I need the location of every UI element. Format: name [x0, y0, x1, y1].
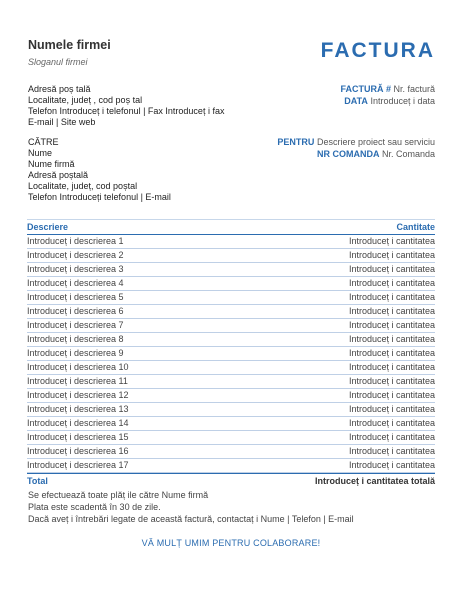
row-quantity: Introduceț i cantitatea: [348, 320, 435, 330]
row-description: Introduceț i descrierea 2: [27, 250, 124, 260]
row-description: Introduceț i descrierea 4: [27, 278, 124, 288]
row-description: Introduceț i descrierea 12: [27, 390, 129, 400]
table-row: [27, 319, 435, 333]
table-row: [27, 263, 435, 277]
invoice-date-value: Introduceț i data: [370, 95, 435, 106]
row-description: Introduceț i descrierea 1: [27, 236, 124, 246]
table-row: [27, 403, 435, 417]
row-description: Introduceț i descrierea 14: [27, 418, 129, 428]
column-header-description: Descriere: [27, 222, 69, 232]
total-value: Introduceț i cantitatea totală: [314, 476, 435, 486]
payment-note-1: Se efectuează toate plăț ile către Nume firmă: [28, 490, 209, 500]
row-description: Introduceț i descrierea 17: [27, 460, 129, 470]
table-header: [27, 219, 435, 235]
table-row: [27, 361, 435, 375]
row-description: Introduceț i descrierea 16: [27, 446, 129, 456]
project-for-label: PENTRU: [277, 137, 315, 147]
project-for-value: Descriere proiect sau serviciu: [316, 137, 435, 147]
table-row: [27, 277, 435, 291]
row-quantity: Introduceț i cantitatea: [348, 362, 435, 372]
invoice-number-value: Nr. factură: [393, 84, 435, 94]
recipient-block: [28, 137, 171, 203]
row-quantity: Introduceț i cantitatea: [348, 306, 435, 316]
row-quantity: Introduceț i cantitatea: [348, 278, 435, 288]
payment-note-2: Plata este scadentă în 30 de zile.: [28, 502, 161, 512]
order-number-line: [277, 149, 435, 161]
order-number-label: NR COMANDA: [316, 148, 380, 159]
row-quantity: Introduceț i cantitatea: [348, 292, 435, 302]
document-title: FACTURA: [320, 39, 435, 62]
sender-city: Localitate, județ , cod poș tal: [28, 95, 143, 105]
row-quantity: Introduceț i cantitatea: [348, 418, 435, 428]
thank-you-message: VĂ MULȚ UMIM PENTRU COLABORARE!: [141, 538, 321, 548]
recipient-company: Nume firmă: [28, 159, 75, 169]
row-quantity: Introduceț i cantitatea: [348, 348, 435, 358]
sender-phone-fax: Telefon Introduceț i telefonul | Fax Introduceț i fax: [28, 106, 225, 116]
invoice-meta-block: [340, 84, 435, 107]
total-label: Total: [27, 476, 48, 486]
company-name: Numele firmei: [28, 38, 111, 52]
table-row: [27, 417, 435, 431]
payment-note-3: Dacă aveț i întrebări legate de această factură, contactaț i Nume | Telefon | E-mail: [28, 514, 354, 524]
recipient-name: Nume: [28, 148, 53, 158]
table-row: [27, 431, 435, 445]
row-description: Introduceț i descrierea 9: [27, 348, 124, 358]
table-row: [27, 445, 435, 459]
row-quantity: Introduceț i cantitatea: [348, 264, 435, 274]
row-description: Introduceț i descrierea 3: [27, 264, 124, 274]
row-quantity: Introduceț i cantitatea: [348, 376, 435, 386]
recipient-address: Adresă poștală: [28, 170, 89, 180]
sender-address-block: [28, 84, 224, 128]
sender-email-web: E-mail | Site web: [28, 117, 96, 127]
table-row: [27, 347, 435, 361]
row-quantity: Introduceț i cantitatea: [348, 334, 435, 344]
row-description: Introduceț i descrierea 6: [27, 306, 124, 316]
sender-address: Adresă poș tală: [28, 84, 91, 94]
table-row: [27, 333, 435, 347]
invoice-table: [27, 219, 435, 488]
company-slogan: Sloganul firmei: [28, 57, 88, 67]
table-body: [27, 235, 435, 473]
row-description: Introduceț i descrierea 8: [27, 334, 124, 344]
invoice-number-label: FACTURĂ #: [340, 84, 391, 94]
row-description: Introduceț i descrierea 5: [27, 292, 124, 302]
row-quantity: Introduceț i cantitatea: [348, 432, 435, 442]
row-quantity: Introduceț i cantitatea: [348, 390, 435, 400]
table-row: [27, 235, 435, 249]
table-row: [27, 389, 435, 403]
row-description: Introduceț i descrierea 15: [27, 432, 129, 442]
row-description: Introduceț i descrierea 13: [27, 404, 129, 414]
row-quantity: Introduceț i cantitatea: [348, 404, 435, 414]
order-number-value: Nr. Comanda: [381, 148, 435, 159]
row-quantity: Introduceț i cantitatea: [348, 236, 435, 246]
table-row: [27, 249, 435, 263]
table-row: [27, 375, 435, 389]
recipient-city: Localitate, județ, cod poștal: [28, 181, 138, 191]
column-header-quantity: Cantitate: [396, 222, 435, 232]
row-description: Introduceț i descrierea 10: [27, 362, 129, 372]
invoice-number-line: [340, 84, 435, 96]
table-row: [27, 305, 435, 319]
invoice-date-line: [340, 96, 435, 108]
recipient-label: CĂTRE: [28, 137, 59, 147]
table-row: [27, 291, 435, 305]
row-quantity: Introduceț i cantitatea: [348, 250, 435, 260]
row-quantity: Introduceț i cantitatea: [348, 446, 435, 456]
table-row: [27, 459, 435, 473]
invoice-date-label: DATA: [344, 95, 368, 106]
recipient-phone-email: Telefon Introduceți telefonul | E-mail: [28, 192, 171, 202]
row-quantity: Introduceț i cantitatea: [348, 460, 435, 470]
row-description: Introduceț i descrierea 7: [27, 320, 124, 330]
table-total-row: [27, 473, 435, 488]
project-block: [277, 137, 435, 160]
project-for-line: [277, 137, 435, 149]
payment-notes: [28, 489, 354, 525]
row-description: Introduceț i descrierea 11: [27, 376, 128, 386]
